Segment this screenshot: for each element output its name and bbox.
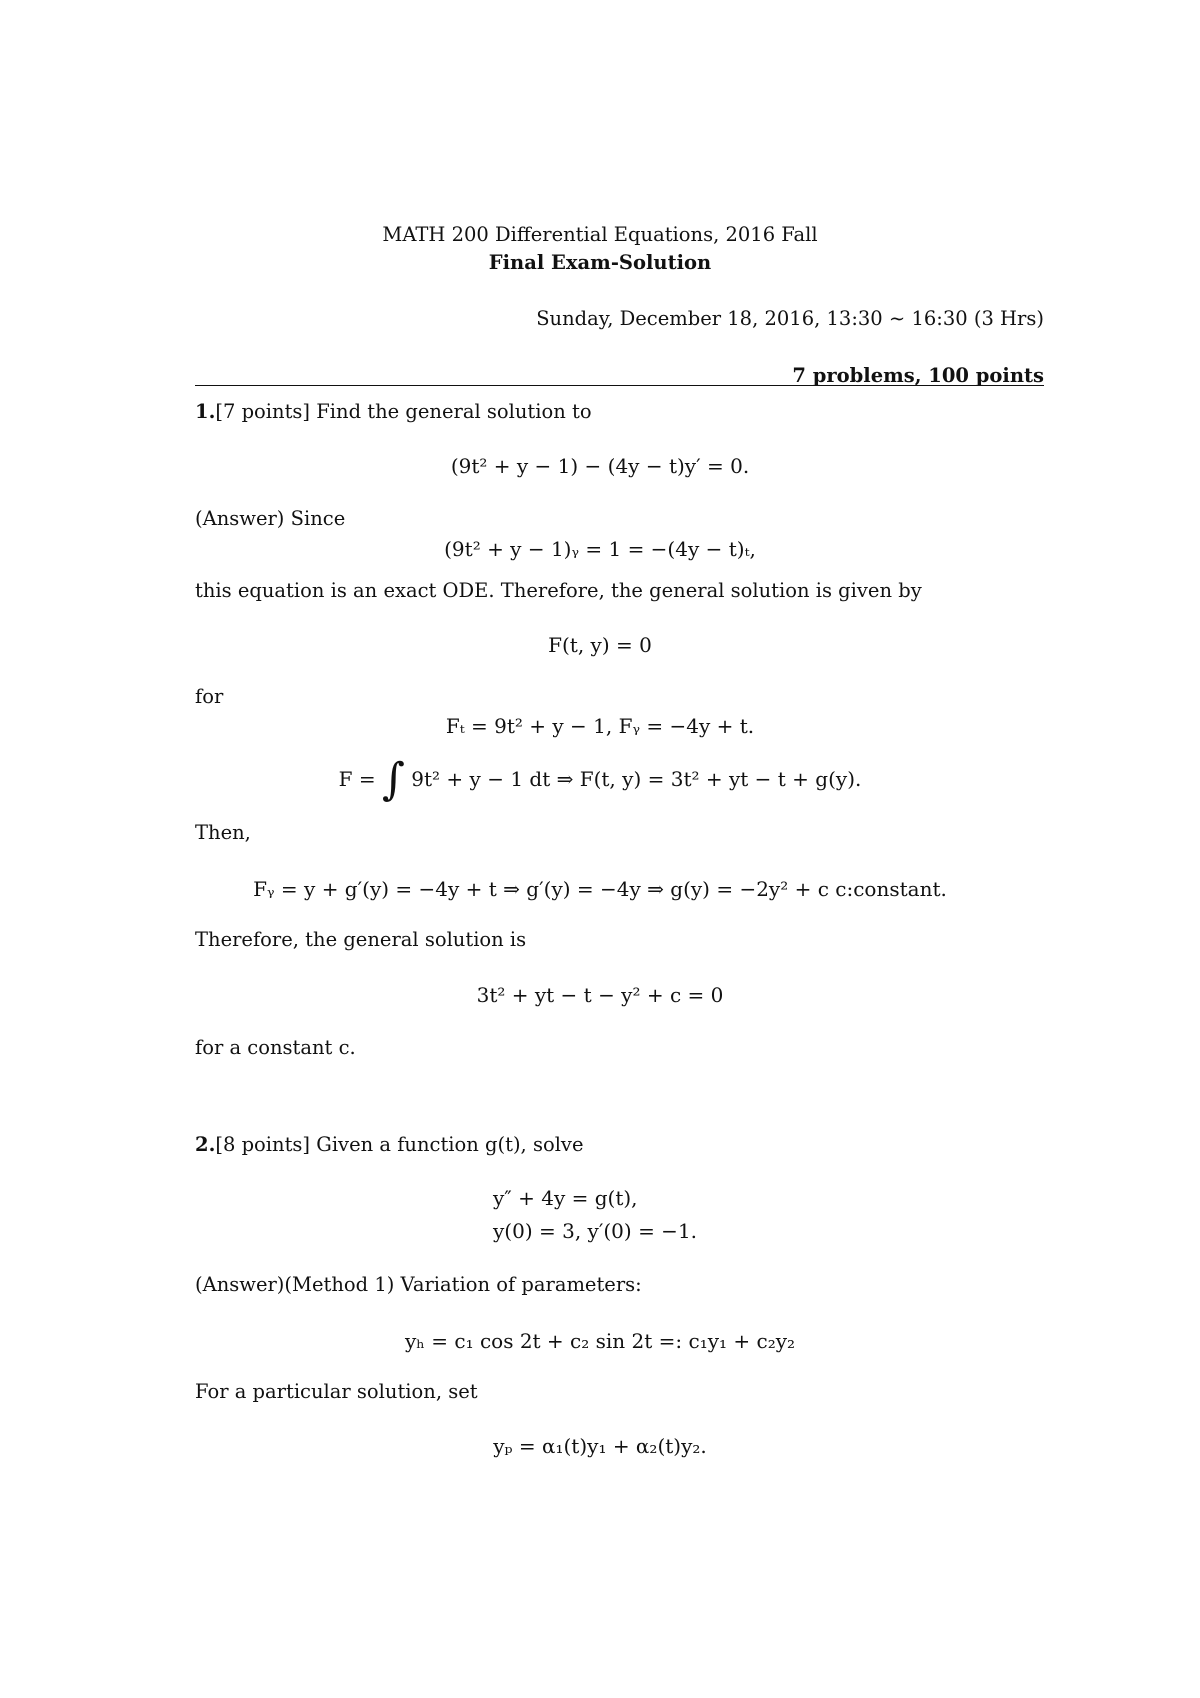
problem-1-exact-text: this equation is an exact ODE. Therefore, the general solution is given by <box>195 579 922 602</box>
problem-1-then-label: Then, <box>195 821 251 844</box>
problem-2-ode: y″ + 4y = g(t), <box>493 1186 638 1210</box>
integral-sign-icon: ∫ <box>382 754 405 805</box>
problem-1-solution: 3t² + yt − t − y² + c = 0 <box>476 983 724 1007</box>
problem-1-for-label: for <box>195 685 224 708</box>
problem-2-number: 2. <box>195 1133 216 1156</box>
problem-1-implicit-form: F(t, y) = 0 <box>548 633 652 657</box>
problem-1-therefore-text: Therefore, the general solution is <box>195 928 527 951</box>
problem-2-homogeneous: yₕ = c₁ cos 2t + c₂ sin 2t =: c₁y₁ + c₂y₂ <box>404 1329 796 1353</box>
problem-2-particular: yₚ = α₁(t)y₁ + α₂(t)y₂. <box>493 1434 707 1458</box>
exam-date: Sunday, December 18, 2016, 13:30 ∼ 16:30 (3 Hrs) <box>536 307 1044 330</box>
problem-1-g-derivation: Fᵧ = y + g′(y) = −4y + t ⇒ g′(y) = −4y ⇒ g(y) = −2y² + c c:constant. <box>253 877 947 901</box>
problem-1-answer-intro: (Answer) Since <box>195 507 346 530</box>
exam-summary: 7 problems, 100 points <box>792 364 1044 387</box>
exam-title: Final Exam-Solution <box>488 251 712 274</box>
header-divider <box>195 385 1044 386</box>
problem-2-statement <box>195 1132 584 1158</box>
problem-1-number: 1. <box>195 400 216 423</box>
problem-1-points: [7 points] Find the general solution to <box>215 400 592 423</box>
problem-1-constant-text: for a constant c. <box>195 1036 356 1059</box>
integral-lhs: F = <box>338 767 376 791</box>
problem-1-statement <box>195 399 592 425</box>
problem-2-initial-conditions: y(0) = 3, y′(0) = −1. <box>493 1219 698 1243</box>
problem-1-equation: (9t² + y − 1) − (4y − t)y′ = 0. <box>450 454 750 478</box>
problem-2-particular-text: For a particular solution, set <box>195 1380 478 1403</box>
problem-1-exactness-check: (9t² + y − 1)ᵧ = 1 = −(4y − t)ₜ, <box>444 537 756 561</box>
problem-1-partials: Fₜ = 9t² + y − 1, Fᵧ = −4y + t. <box>445 714 755 738</box>
course-title: MATH 200 Differential Equations, 2016 Fall <box>382 223 818 246</box>
integral-rhs: 9t² + y − 1 dt ⇒ F(t, y) = 3t² + yt − t + g(y). <box>411 767 862 791</box>
problem-2-answer-intro: (Answer)(Method 1) Variation of parameters: <box>195 1273 642 1296</box>
problem-2-points: [8 points] Given a function g(t), solve <box>215 1133 584 1156</box>
problem-1-integral <box>0 754 1200 805</box>
